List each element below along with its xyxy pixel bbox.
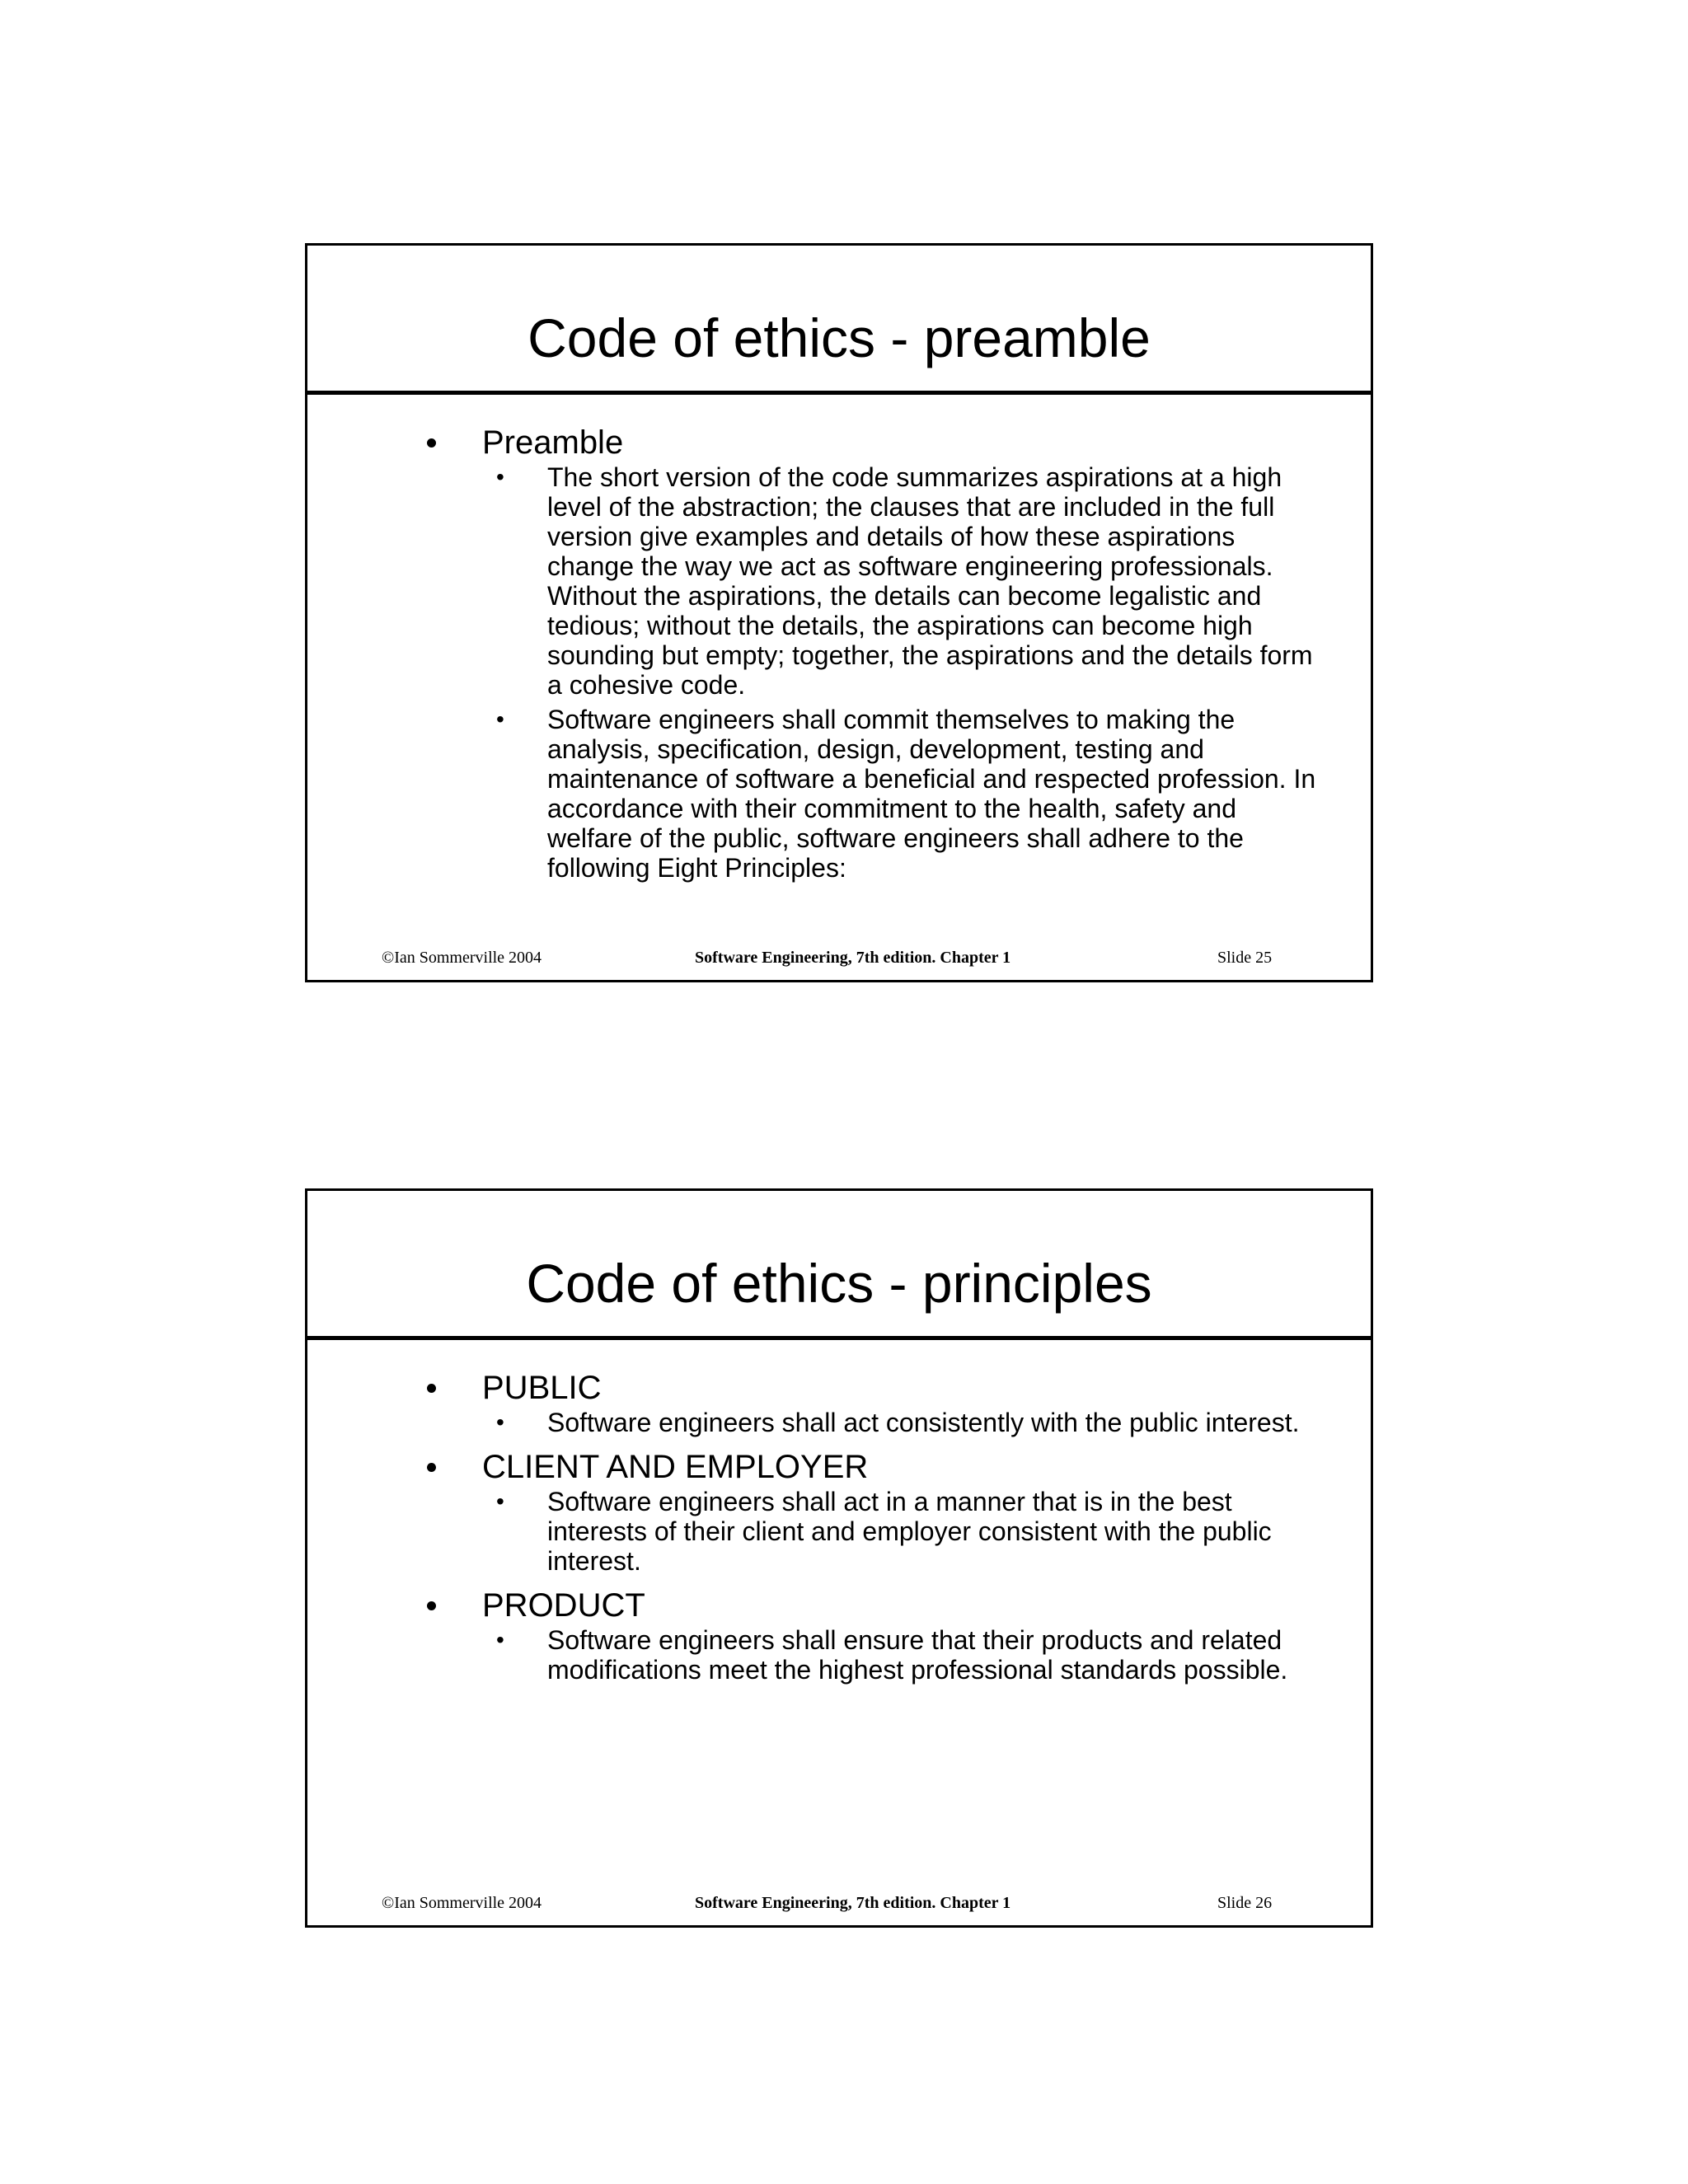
footer-book: Software Engineering, 7th edition. Chapter 1 bbox=[695, 1894, 1011, 1912]
title-divider bbox=[307, 1336, 1371, 1340]
slide-25 bbox=[305, 243, 1373, 982]
slide-26 bbox=[305, 1188, 1373, 1928]
bullet-dot-icon bbox=[427, 438, 436, 448]
sub-bullet-text: The short version of the code summarizes aspirations at a high level of the abstraction; the clauses that are included in the full version give examples and details of how these aspirations change the way we act as software engineering professionals. Without the aspirations, the details can become legalistic and tedious; without the details, the aspirations can become high sounding but empty; together, the aspirations and the details form a cohesive code. bbox=[547, 462, 1313, 700]
bullet-public bbox=[427, 1368, 1321, 1408]
sub-bullet-icon: • bbox=[496, 1627, 504, 1652]
sub-bullet-icon: • bbox=[496, 706, 504, 732]
sub-bullet-icon: • bbox=[496, 464, 504, 490]
sub-bullet-list bbox=[427, 1408, 1321, 1437]
footer-slide-number: Slide 25 bbox=[1217, 949, 1273, 967]
sub-bullet-text: Software engineers shall ensure that their products and related modifications meet the highest professional standards possible. bbox=[547, 1625, 1288, 1685]
bullet-heading: PUBLIC bbox=[482, 1370, 602, 1406]
sub-bullet-list bbox=[427, 1487, 1321, 1576]
sub-bullet-icon: • bbox=[496, 1488, 504, 1514]
sub-bullet-list bbox=[427, 1625, 1321, 1685]
title-divider bbox=[307, 391, 1371, 395]
slide-body bbox=[427, 423, 1321, 883]
bullet-dot-icon bbox=[427, 1384, 436, 1393]
sub-bullet bbox=[427, 705, 1321, 883]
sub-bullet bbox=[427, 1487, 1321, 1576]
bullet-heading: CLIENT AND EMPLOYER bbox=[482, 1449, 869, 1485]
sub-bullet-icon: • bbox=[496, 1409, 504, 1435]
slide-footer bbox=[307, 1894, 1371, 1919]
slide-body bbox=[427, 1368, 1321, 1685]
bullet-heading: PRODUCT bbox=[482, 1587, 645, 1624]
footer-slide-number: Slide 26 bbox=[1217, 1894, 1273, 1912]
slide-title: Code of ethics - principles bbox=[526, 1253, 1152, 1314]
sub-bullet bbox=[427, 1625, 1321, 1685]
bullet-heading: Preamble bbox=[482, 424, 624, 461]
bullet-dot-icon bbox=[427, 1601, 436, 1610]
footer-book: Software Engineering, 7th edition. Chapter 1 bbox=[695, 949, 1011, 967]
sub-bullet-list bbox=[427, 462, 1321, 883]
bullet-product bbox=[427, 1586, 1321, 1625]
slide-footer bbox=[307, 949, 1371, 973]
bullet-dot-icon bbox=[427, 1463, 436, 1472]
sub-bullet-text: Software engineers shall act in a manner that is in the best interests of their client and employer consistent with the public interest. bbox=[547, 1487, 1272, 1576]
sub-bullet bbox=[427, 1408, 1321, 1437]
footer-copyright: ©Ian Sommerville 2004 bbox=[382, 949, 542, 967]
sub-bullet-text: Software engineers shall act consistently with the public interest. bbox=[547, 1408, 1300, 1437]
sub-bullet bbox=[427, 462, 1321, 700]
sub-bullet-text: Software engineers shall commit themselves to making the analysis, specification, design, development, testing and maintenance of software a beneficial and respected profession. In accordance with their commitment to the health, safety and welfare of the public, software engineers shall adhere to the following Eight Principles: bbox=[547, 705, 1316, 883]
footer-copyright: ©Ian Sommerville 2004 bbox=[382, 1894, 542, 1912]
bullet-preamble bbox=[427, 423, 1321, 462]
slide-title: Code of ethics - preamble bbox=[528, 307, 1151, 368]
bullet-client-and-employer bbox=[427, 1447, 1321, 1487]
